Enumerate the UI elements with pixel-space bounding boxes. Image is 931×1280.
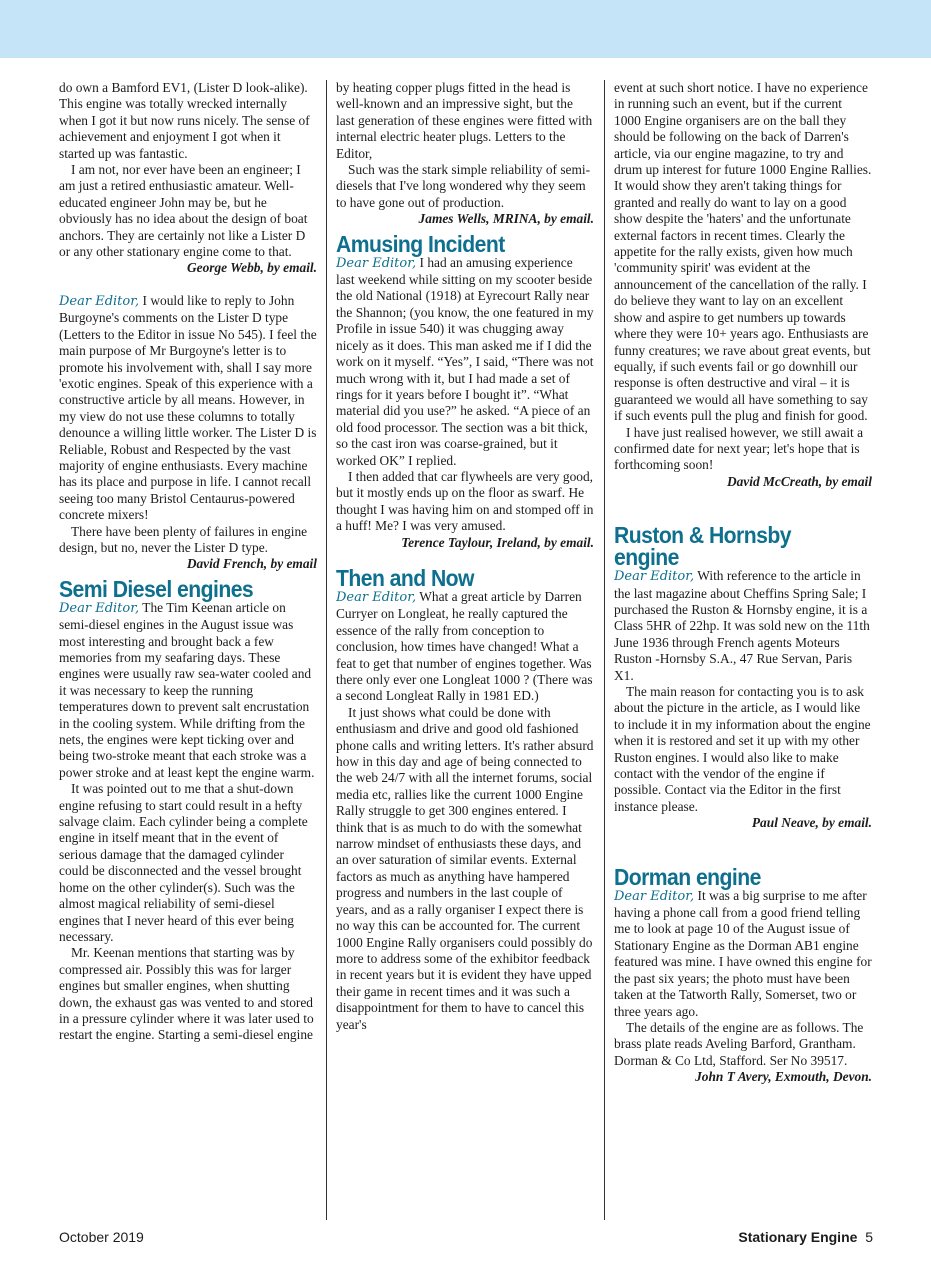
letter-signature: David McCreath, by email — [726, 473, 872, 489]
letter-signature: George Webb, by email. — [186, 260, 317, 276]
letter-signature: James Wells, MRINA, by email. — [418, 211, 594, 227]
letter-signature: Paul Neave, by email. — [751, 815, 872, 831]
letter-paragraph — [59, 293, 317, 524]
salutation: Dear Editor, — [336, 589, 417, 605]
column-divider — [604, 80, 605, 1220]
footer-date: October 2019 — [59, 1229, 144, 1245]
top-banner-band — [0, 0, 931, 58]
letter-text: It was a big surprise to me after having a phone call from a good friend telling me to look at page 10 of the August issue of Stationary Engine as the Dorman AB1 engine featured was mine. I have owned this engine for the past six years; the photo must have been taken at the Tatworth Rally, Somerset, two or three years ago. — [614, 887, 872, 1019]
letter-paragraph — [336, 589, 594, 705]
letter-paragraph: The details of the engine are as follows. The brass plate reads Aveling Barford, Grantham. Dorman & Co Ltd, Stafford. Ser No 39517. — [614, 1019, 864, 1068]
letter-paragraph — [614, 568, 872, 684]
letter-text: With reference to the article in the last magazine about Cheffins Spring Sale; I purchased the Ruston & Hornsby engine, it is a Class 5HR of 22hp. It was sold new on the 11th June 1936 through French agents Moteurs Ruston -Hornsby S.A., 47 Rue Servan, Paris X1. — [614, 568, 870, 683]
letter-paragraph: I am not, nor ever have been an engineer; I am just a retired enthusiastic amateur. Well-educated engineer John may be, but he obviously has no idea about the design of boat anchors. They are certainly not like a Lister D or any other stationary engine come to that. — [59, 162, 308, 260]
salutation: Dear Editor, — [59, 293, 140, 309]
letter-paragraph: I have just realised however, we still await a confirmed date for next year; let's hope that is forthcoming soon! — [614, 424, 864, 473]
salutation: Dear Editor, — [59, 600, 140, 616]
section-heading-amusing-incident: Amusing Incident — [336, 230, 505, 257]
footer-magazine — [738, 1229, 873, 1245]
page-number: 5 — [865, 1229, 873, 1245]
section-heading-ruston-hornsby: Ruston & Hornsby engine — [614, 522, 791, 571]
column-3 — [614, 80, 872, 1220]
letter-text: The Tim Keenan article on semi-diesel engines in the August issue was most interesting and brought back a few memories from my seafaring days. These engines were usually raw sea-water cooled and it was necessary to keep the running temperatures down to prevent salt encrustation in the cooling system. While drifting from the nets, the engines were kept ticking over and being two-stroke meant that each stroke was a power stroke and at least kept the engine warm. — [59, 599, 315, 780]
letter-paragraph: It was pointed out to me that a shut-down engine refusing to start could result in a hefty salvage claim. Each cylinder being a complete engine in itself meant that in the event of serious damage that the damaged cylinder could be disconnected and the vessel brought home on the other cylinder(s). Such was the almost magical reliability of semi-diesel engines that I never heard of this ever being necessary. — [59, 781, 308, 944]
letter-paragraph — [336, 255, 594, 469]
letter-paragraph: by heating copper plugs fitted in the head is well-known and an impressive sight, but the last generation of these engines were fitted with internal electric heater plugs. Letters to the Editor, — [336, 80, 593, 161]
column-2 — [336, 80, 594, 1220]
letter-paragraph: There have been plenty of failures in engine design, but no, never the Lister D type. — [59, 523, 308, 555]
letter-paragraph: It just shows what could be done with enthusiasm and drive and good old fashioned phone calls and writing letters. It's rather absurd how in this day and age of being connected to the web 24/7 with all the internet forums, social media etc, rallies like the current 1000 Engine Rally struggle to get 300 engines entered. I think that is as much to do with the somewhat narrow mindset of enthusiasts these days, and an over saturation of similar events. External factors as much as anything have hampered progress and numbers in the last couple of years, and as a rally organiser I expect there is no way this can be accounted for. The current 1000 Engine Rally organisers could possibly do more to address some of the exhibitor feedback in recent years but it is evident they have upped their game in recent times and it was such a disappointment for them to have to cancel this year's — [336, 704, 594, 1032]
letter-paragraph: The main reason for contacting you is to ask about the picture in the article, as I would like to include it in my information about the engine when it is restored and set it up with my other Ruston engines. I would also like to make contact with the vendor of the engine if possible. Contact via the Editor in the first instance please. — [614, 684, 871, 814]
letter-paragraph — [59, 600, 317, 781]
letter-paragraph: I then added that car flywheels are very good, but it mostly ends up on the floor as swarf. He thought I was having him on and stomped off in a huff! Me? I was very amused. — [336, 468, 594, 534]
magazine-name: Stationary Engine — [738, 1229, 858, 1245]
section-heading-semi-diesel: Semi Diesel engines — [59, 575, 254, 602]
section-heading-then-and-now: Then and Now — [336, 564, 474, 591]
letter-text: I would like to reply to John Burgoyne's comments on the Lister D type (Letters to the Editor in issue No 545). I feel the main purpose of Mr Burgoyne's letter is to promote his involvement with, shall I say more 'exotic engines. Speak of this experience with a constructive article by all means. However, in my view do not use these columns to totally denounce a willing little worker. The Lister D is Reliable, Robust and Respected by the vast majority of engine enthusiasts. Every machine has its place and purpose in life. I cannot recall seeing too many Bristol Centaurus-powered concrete mixers! — [59, 292, 317, 523]
salutation: Dear Editor, — [614, 569, 695, 585]
section-heading-dorman: Dorman engine — [614, 863, 761, 890]
letter-signature: John T Avery, Exmouth, Devon. — [695, 1069, 872, 1085]
salutation: Dear Editor, — [614, 888, 695, 904]
letter-text: What a great article by Darren Curryer on Longleat, he really captured the essence of the rally from conception to conclusion, how times have changed! What a feat to get that number of engines together. Was there only ever one Longleat 1000 ? (There was a second Longleat Rally in 1981 ED.) — [336, 588, 593, 704]
letter-paragraph: Such was the stark simple reliability of semi-diesels that I've long wondered why they seem to have gone out of production. — [336, 162, 591, 210]
column-1 — [59, 80, 317, 1220]
letter-paragraph: Mr. Keenan mentions that starting was by compressed air. Possibly this was for larger engines but smaller engines, when shutting down, the exhaust gas was vented to and stored in a pressure cylinder where it was later used to restart the engine. Starting a semi-diesel engine — [59, 945, 314, 1043]
letter-text: I had an amusing experience last weekend while sitting on my scooter beside the old National (1918) at Eyrecourt Rally near the Shannon; (you know, the one featured in my Profile in issue 540) it was chugging away nicely as it does. This man asked me if I did the work on it myself. “Yes”, I said, “There was not much wrong with it, but I had made a set of rings for it years before I bought it”. “What material did you use?” he asked. “A piece of an old food processor. The section was a bit thick, so the cast iron was coarse-grained, but it worked OK” I replied. — [336, 254, 594, 468]
letter-paragraph: do own a Bamford EV1, (Lister D look-alike). This engine was totally wrecked internally when I got it but now runs nicely. The sense of achievement and enjoyment I got when it started up was fantastic. — [59, 80, 310, 161]
letter-paragraph — [614, 888, 872, 1020]
letter-signature: David French, by email — [186, 556, 317, 572]
column-divider — [326, 80, 327, 1220]
letter-signature: Terence Taylour, Ireland, by email. — [401, 534, 594, 550]
salutation: Dear Editor, — [336, 255, 417, 271]
letter-paragraph: event at such short notice. I have no experience in running such an event, but if the current 1000 Engine organisers are on the ball they should be following on the back of Darren's article, via our engine magazine, to try and drum up interest for future 1000 Engine Rallies. It would show they aren't taking things for granted and really do want to lay on a good show despite the 'haters' and the unfortunate external factors in recent times. Clearly the appetite for the rally exists, given how much 'community spirit' was evident at the announcement of the cancellation of the rally. I do believe they want to lay on an excellent show and aspire to get numbers up towards where they were 10+ years ago. Enthusiasts are funny creatures; we rave about great events, but equally, if such events fail or go downhill our response is often destructive and viral – it is guaranteed we would all have something to say if such events pull the plug and finish for good. — [614, 80, 872, 424]
